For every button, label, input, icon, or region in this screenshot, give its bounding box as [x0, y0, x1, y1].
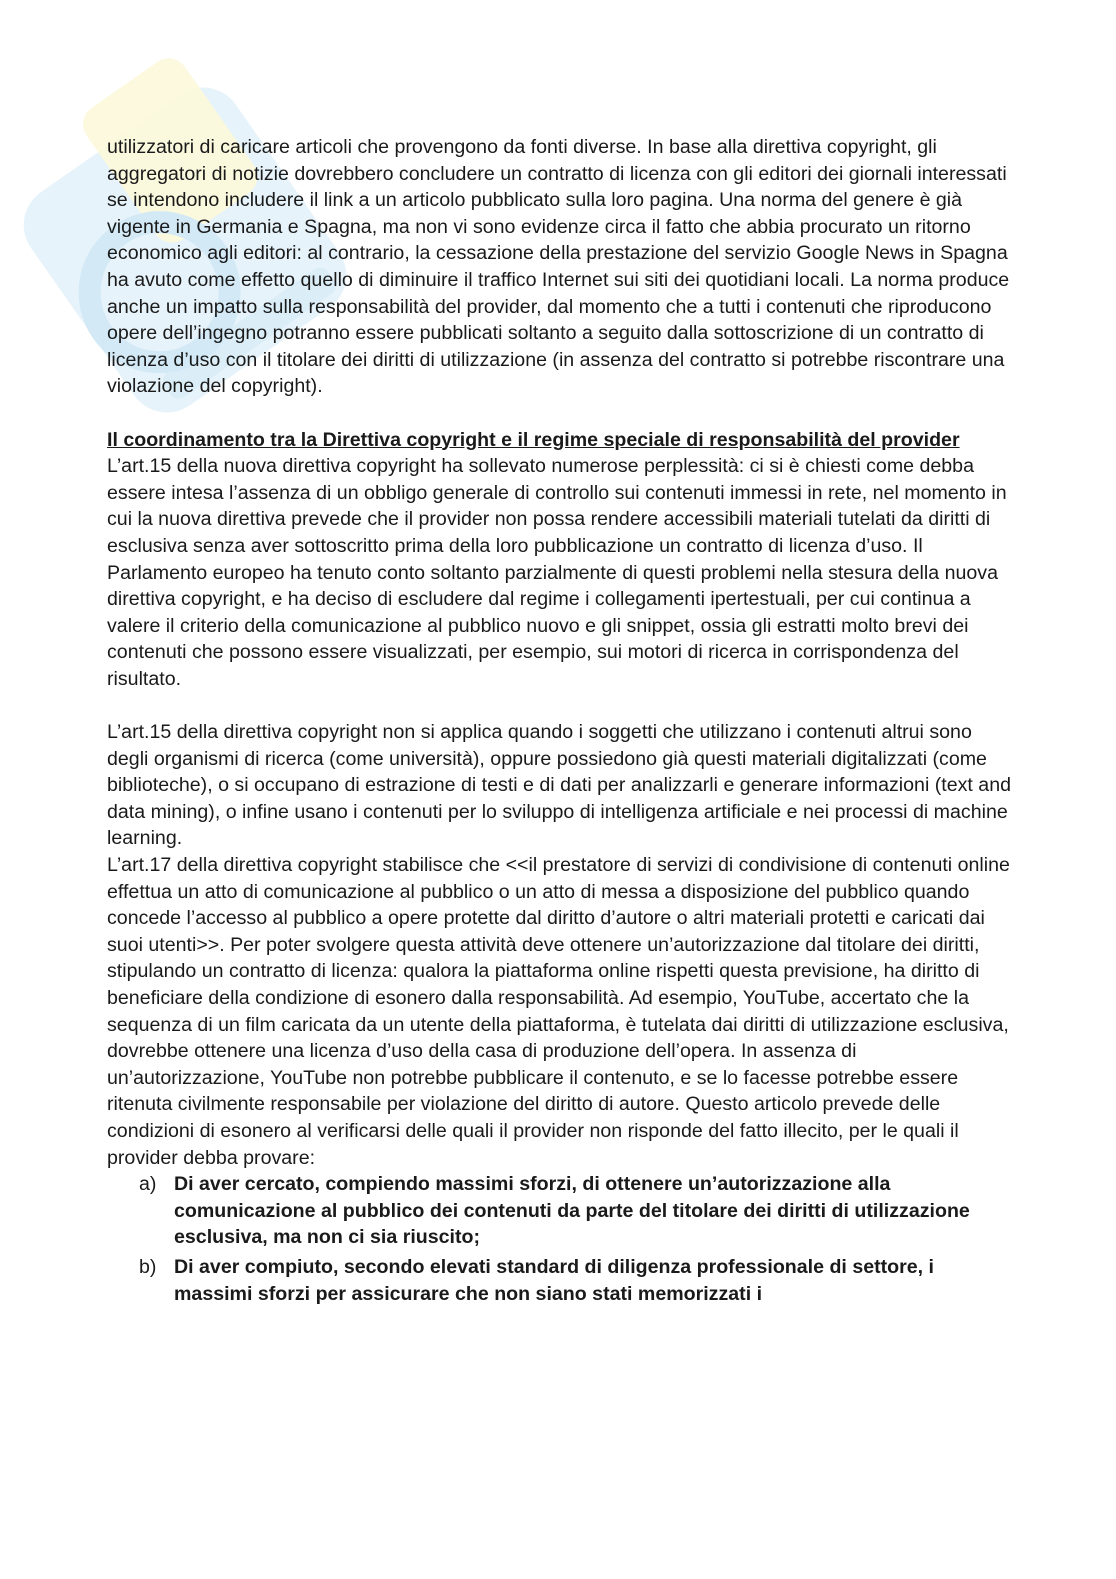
- list-item-text: Di aver cercato, compiendo massimi sforzi, di ottenere un’autorizzazione alla comunicazione al pubblico dei contenuti da parte del titolare dei diritti di utilizzazione esclusiva, ma non ci sia riuscito;: [174, 1173, 970, 1249]
- section-heading: Il coordinamento tra la Direttiva copyright e il regime speciale di responsabilità del provider: [107, 428, 960, 451]
- paragraph-spacer: [107, 692, 1012, 719]
- paragraph-art15-a: L’art.15 della nuova direttiva copyright ha sollevato numerose perplessità: ci si è chiesti come debba essere intesa l’assenza di un obbligo generale di controllo sui contenuti immessi in rete, nel momento in cui la nuova direttiva prevede che il provider non possa rendere accessibili materiali tutelati da diritti di esclusiva senza aver sottoscritto prima della loro pubblicazione un contratto di licenza d’uso. Il Parlamento europeo ha tenuto conto soltanto parzialmente di questi problemi nella stesura della nuova direttiva copyright, e ha deciso di escludere dal regime i collegamenti ipertestuali, per cui continua a valere il criterio della comunicazione al pubblico nuovo e gli snippet, ossia gli estratti molto brevi dei contenuti che possono essere visualizzati, per esempio, sui motori di ricerca in corrispondenza del risultato.: [107, 455, 1007, 690]
- list-marker: a): [139, 1173, 157, 1196]
- paragraph-art17: L’art.17 della direttiva copyright stabilisce che <<il prestatore di servizi di condivisione di contenuti online effettua un atto di comunicazione al pubblico o un atto di messa a disposizione del pubblico quando concede l’accesso al pubblico a opere protette dal diritto d’autore o altri materiali protetti e caricati dai suoi utenti>>. Per poter svolgere questa attività deve ottenere un’autorizzazione dal titolare dei diritti, stipulando un contratto di licenza: qualora la piattaforma online rispetti questa previsione, ha diritto di beneficiare della condizione di esonero dalla responsabilità. Ad esempio, YouTube, accertato che la sequenza di un film caricata da un utente della piattaforma, è tutelata dai diritti di utilizzazione esclusiva, dovrebbe ottenere una licenza d’uso della casa di produzione dell’opera. In assenza di un’autorizzazione, YouTube non potrebbe pubblicare il contenuto, e se lo facesse potrebbe essere ritenuta civilmente responsabile per violazione del diritto di autore. Questo articolo prevede delle condizioni di esonero al verificarsi delle quali il provider non risponde del fatto illecito, per le quali il provider debba provare:: [107, 854, 1010, 1169]
- list-item: [107, 1254, 1012, 1307]
- list-marker: b): [139, 1255, 157, 1278]
- document-page: [107, 134, 1012, 1310]
- list-item: [107, 1171, 1012, 1251]
- paragraph-art15-b: L’art.15 della direttiva copyright non si applica quando i soggetti che utilizzano i contenuti altrui sono degli organismi di ricerca (come università), oppure possiedono già questi materiali digitalizzati (come biblioteche), o si occupano di estrazione di testi e di dati per analizzarli e generare informazioni (text and data mining), o infine usano i contenuti per lo sviluppo di intelligenza artificiale e nei processi di machine learning.: [107, 721, 1011, 850]
- intro-paragraph: utilizzatori di caricare articoli che provengono da fonti diverse. In base alla direttiva copyright, gli aggregatori di notizie dovrebbero concludere un contratto di licenza con gli editori dei giornali interessati se intendono includere il link a un articolo pubblicato sulla loro pagina. Una norma del genere è già vigente in Germania e Spagna, ma non vi sono evidenze circa il fatto che abbia procurato un ritorno economico agli editori: al contrario, la cessazione della prestazione del servizio Google News in Spagna ha avuto come effetto quello di diminuire il traffico Internet sui siti dei quotidiani locali. La norma produce anche un impatto sulla responsabilità del provider, dal momento che a tutti i contenuti che riproducono opere dell’ingegno potranno essere pubblicati soltanto a seguito dalla sottoscrizione di un contratto di licenza d’uso con il titolare dei diritti di utilizzazione (in assenza del contratto si potrebbe riscontrare una violazione del copyright).: [107, 136, 1010, 398]
- paragraph-spacer: [107, 400, 1012, 427]
- conditions-list: [107, 1171, 1012, 1307]
- list-item-text: Di aver compiuto, secondo elevati standard di diligenza professionale di settore, i massimi sforzi per assicurare che non siano stati memorizzati i: [174, 1255, 934, 1305]
